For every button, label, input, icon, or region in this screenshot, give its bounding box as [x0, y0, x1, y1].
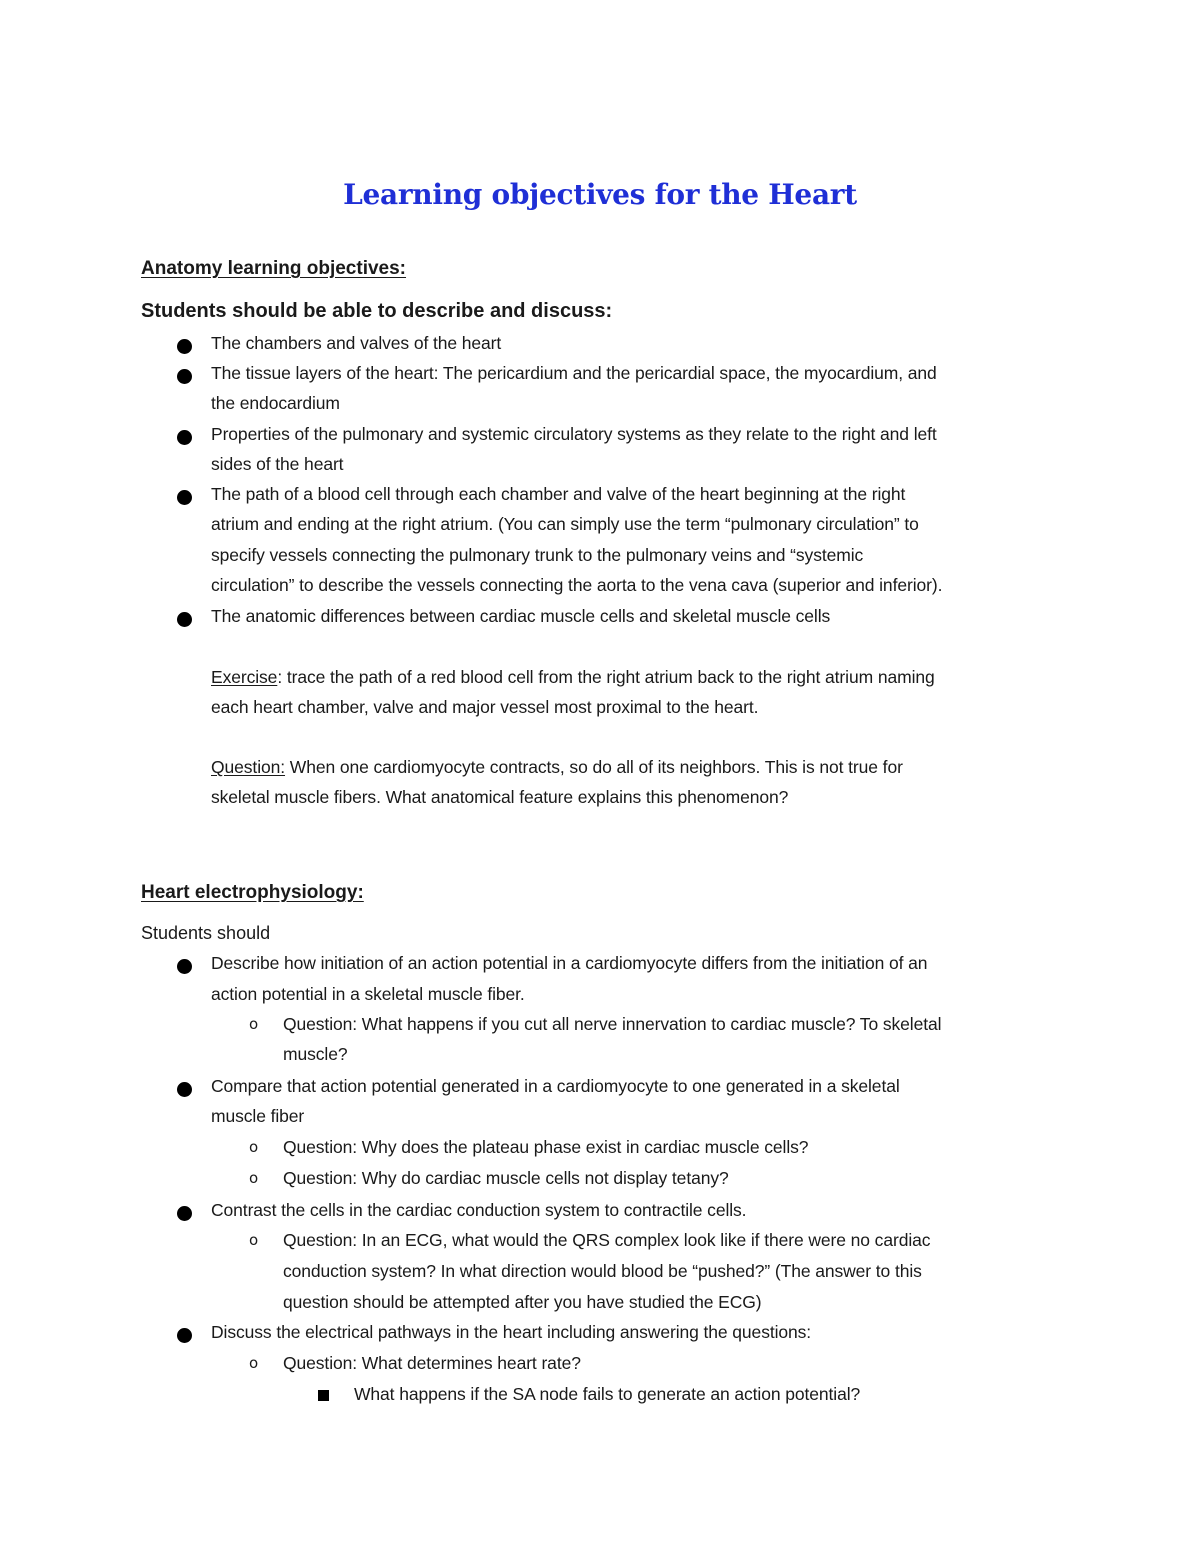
electro-item-1-line-1: Describe how initiation of an action potential in a cardiomyocyte differs from the initiation of an [211, 953, 928, 973]
bullet-icon [177, 1082, 192, 1097]
bullet-icon [177, 490, 192, 505]
electro-heading: Heart electrophysiology: [141, 882, 364, 903]
anatomy-bullet-2-line-2: the endocardium [211, 393, 340, 413]
bullet-icon [177, 959, 192, 974]
anatomy-bullet-4-line-4: circulation” to describe the vessels connecting the aorta to the vena cava (superior and inferior). [211, 575, 943, 595]
electro-item-7-line-3: question should be attempted after you have studied the ECG) [283, 1292, 762, 1312]
electro-item-4: Question: Why does the plateau phase exist in cardiac muscle cells? [283, 1137, 809, 1157]
anatomy-bullet-4-line-3: specify vessels connecting the pulmonary trunk to the pulmonary veins and “systemic [211, 545, 864, 565]
electro-item-1-line-2: action potential in a skeletal muscle fiber. [211, 984, 525, 1004]
electro-intro: Students should [141, 923, 271, 943]
square-bullet-icon [318, 1390, 329, 1401]
question-label: Question: [211, 757, 286, 777]
circle-bullet-icon: o [249, 1354, 259, 1372]
anatomy-bullet-4-line-2: atrium and ending at the right atrium. (You can simply use the term “pulmonary circulation” to [211, 514, 919, 534]
anatomy-bullet-1: The chambers and valves of the heart [211, 333, 502, 353]
electro-item-3-line-2: muscle fiber [211, 1106, 305, 1126]
electro-item-7-line-2: conduction system? In what direction would blood be “pushed?” (The answer to this [283, 1261, 922, 1281]
circle-bullet-icon: o [249, 1169, 259, 1187]
electro-item-8: Discuss the electrical pathways in the heart including answering the questions: [211, 1322, 812, 1342]
electro-item-3-line-1: Compare that action potential generated in a cardiomyocyte to one generated in a skeletal [211, 1076, 900, 1096]
anatomy-bullet-3-line-2: sides of the heart [211, 454, 344, 474]
exercise-label: Exercise [211, 667, 278, 687]
bullet-icon [177, 339, 192, 354]
bullet-icon [177, 1206, 192, 1221]
anatomy-bullet-3-line-1: Properties of the pulmonary and systemic circulatory systems as they relate to the right and left [211, 424, 937, 444]
circle-bullet-icon: o [249, 1231, 259, 1249]
anatomy-bullet-4-line-1: The path of a blood cell through each chamber and valve of the heart beginning at the right [211, 484, 906, 504]
electro-item-10: What happens if the SA node fails to generate an action potential? [354, 1384, 861, 1404]
page-title: Learning objectives for the Heart [343, 178, 857, 211]
exercise-line-1: Exercise: trace the path of a red blood cell from the right atrium back to the right atrium naming [211, 667, 935, 687]
circle-bullet-icon: o [249, 1138, 259, 1156]
exercise-line-2: each heart chamber, valve and major vessel most proximal to the heart. [211, 697, 759, 717]
question-line-1: Question: When one cardiomyocyte contracts, so do all of its neighbors. This is not true for [211, 757, 903, 777]
anatomy-bullet-5: The anatomic differences between cardiac muscle cells and skeletal muscle cells [211, 606, 831, 626]
bullet-icon [177, 430, 192, 445]
anatomy-heading: Anatomy learning objectives: [141, 258, 407, 279]
electro-item-2-line-2: muscle? [283, 1044, 348, 1064]
electro-item-6: Contrast the cells in the cardiac conduction system to contractile cells. [211, 1200, 747, 1220]
question-line-2: skeletal muscle fibers. What anatomical feature explains this phenomenon? [211, 787, 789, 807]
electro-item-7-line-1: Question: In an ECG, what would the QRS complex look like if there were no cardiac [283, 1230, 931, 1250]
bullet-icon [177, 1328, 192, 1343]
circle-bullet-icon: o [249, 1015, 259, 1033]
anatomy-bullet-2-line-1: The tissue layers of the heart: The pericardium and the pericardial space, the myocardium, and [211, 363, 937, 383]
electro-item-2-line-1: Question: What happens if you cut all nerve innervation to cardiac muscle? To skeletal [283, 1014, 942, 1034]
bullet-icon [177, 612, 192, 627]
electro-item-5: Question: Why do cardiac muscle cells not display tetany? [283, 1168, 729, 1188]
electro-item-9: Question: What determines heart rate? [283, 1353, 581, 1373]
anatomy-intro: Students should be able to describe and discuss: [141, 300, 613, 322]
bullet-icon [177, 369, 192, 384]
